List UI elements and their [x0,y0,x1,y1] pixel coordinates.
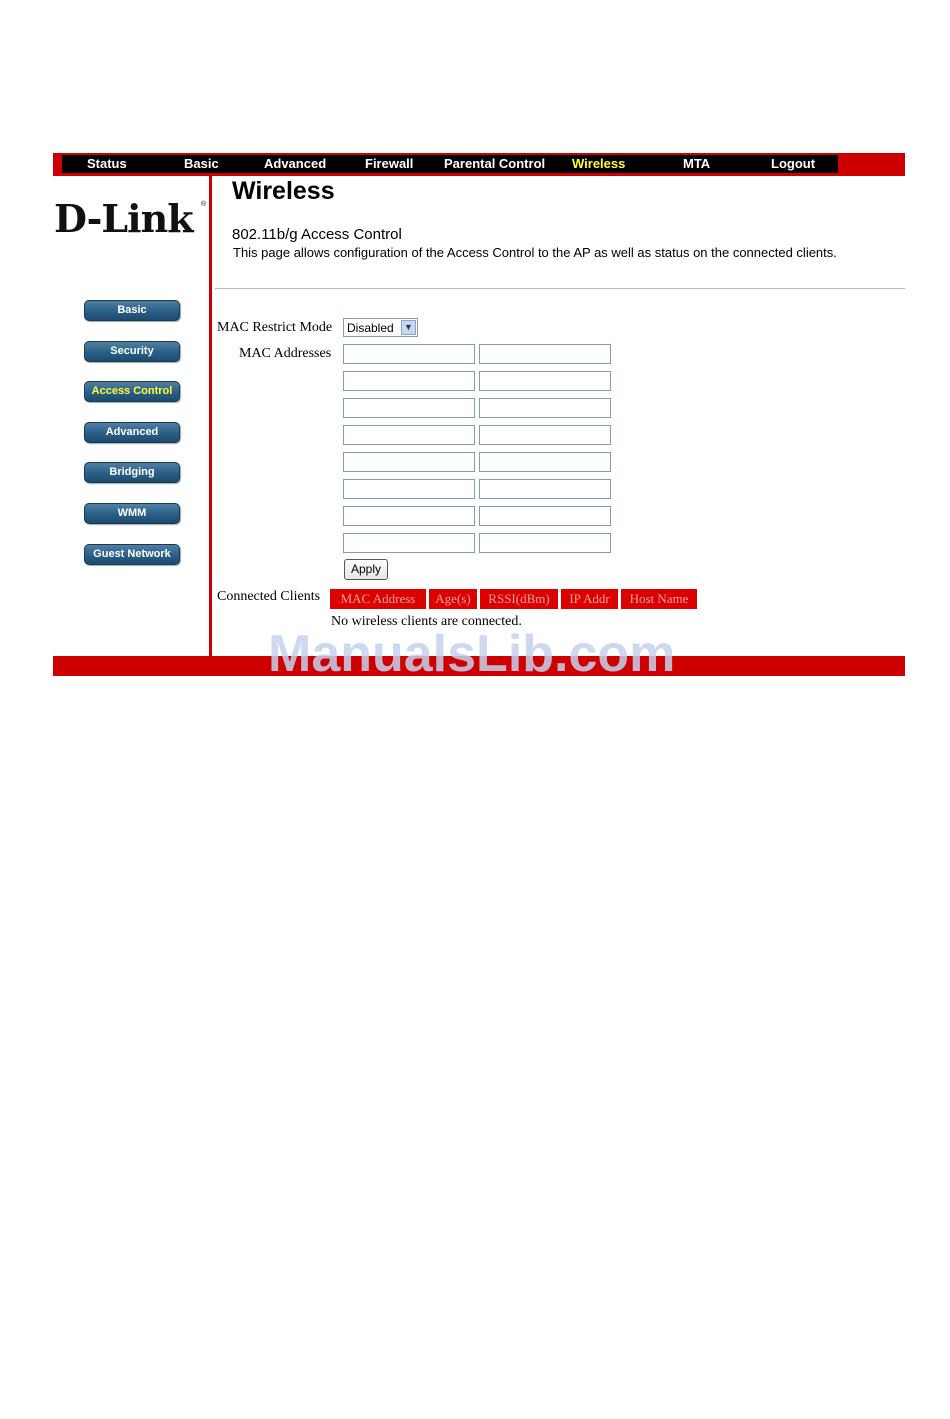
mac-address-field[interactable] [479,506,611,526]
nav-advanced[interactable]: Advanced [264,156,327,171]
nav-status[interactable]: Status [87,156,127,171]
chevron-down-icon[interactable]: ▼ [401,320,416,335]
sidebar-item-access-control[interactable]: Access Control [84,381,180,402]
mac-address-field[interactable] [343,506,475,526]
sidebar-item-guest-network[interactable]: Guest Network [84,544,180,565]
sidebar-item-wmm[interactable]: WMM [84,503,180,524]
sidebar-item-security[interactable]: Security [84,341,180,362]
mac-address-field[interactable] [479,479,611,499]
apply-button[interactable]: Apply [344,559,388,580]
nav-logout[interactable]: Logout [771,156,816,171]
mac-address-field[interactable] [343,452,475,472]
mac-address-field[interactable] [343,344,475,364]
mac-address-field[interactable] [343,533,475,553]
column-header-host-name: Host Name [621,589,697,609]
section-title: 802.11b/g Access Control [232,226,402,243]
sidebar-item-bridging[interactable]: Bridging [84,462,180,483]
mac-addresses-label: MAC Addresses [239,346,332,361]
mac-address-field[interactable] [479,533,611,553]
mac-restrict-mode-value: Disabled [347,321,394,335]
no-clients-message: No wireless clients are connected. [331,614,522,629]
page-title: Wireless [232,177,335,205]
watermark: ManualsLib.com [268,625,676,683]
connected-clients-label: Connected Clients [217,589,321,604]
nav-mta[interactable]: MTA [683,156,711,171]
nav-firewall[interactable]: Firewall [365,156,414,171]
divider [215,288,905,289]
mac-address-field[interactable] [479,344,611,364]
sidebar-item-advanced[interactable]: Advanced [84,422,180,443]
column-header-ip-addr: IP Addr [561,589,618,609]
top-nav-bar [53,153,905,176]
nav-wireless[interactable]: Wireless [572,156,626,171]
mac-address-field[interactable] [343,371,475,391]
mac-address-field[interactable] [479,425,611,445]
sidebar-item-basic[interactable]: Basic [84,300,180,321]
column-header-mac-address: MAC Address [330,589,426,609]
top-nav-menu [62,155,838,173]
nav-parental-control[interactable]: Parental Control [444,156,546,171]
sidebar-divider [209,176,212,656]
mac-address-field[interactable] [479,398,611,418]
section-description: This page allows configuration of the Access Control to the AP as well as status on the connected clients. [233,245,837,260]
mac-address-field[interactable] [343,425,475,445]
mac-address-field[interactable] [479,452,611,472]
dlink-logo: D-Link [54,196,193,241]
mac-restrict-mode-select[interactable] [343,318,418,337]
mac-address-field[interactable] [479,371,611,391]
mac-address-field[interactable] [343,398,475,418]
mac-restrict-mode-label: MAC Restrict Mode [217,320,333,335]
nav-basic[interactable]: Basic [184,156,219,171]
mac-address-field[interactable] [343,479,475,499]
column-header-age: Age(s) [429,589,477,609]
column-header-rssi: RSSI(dBm) [480,589,558,609]
registered-mark: ® [201,201,207,208]
